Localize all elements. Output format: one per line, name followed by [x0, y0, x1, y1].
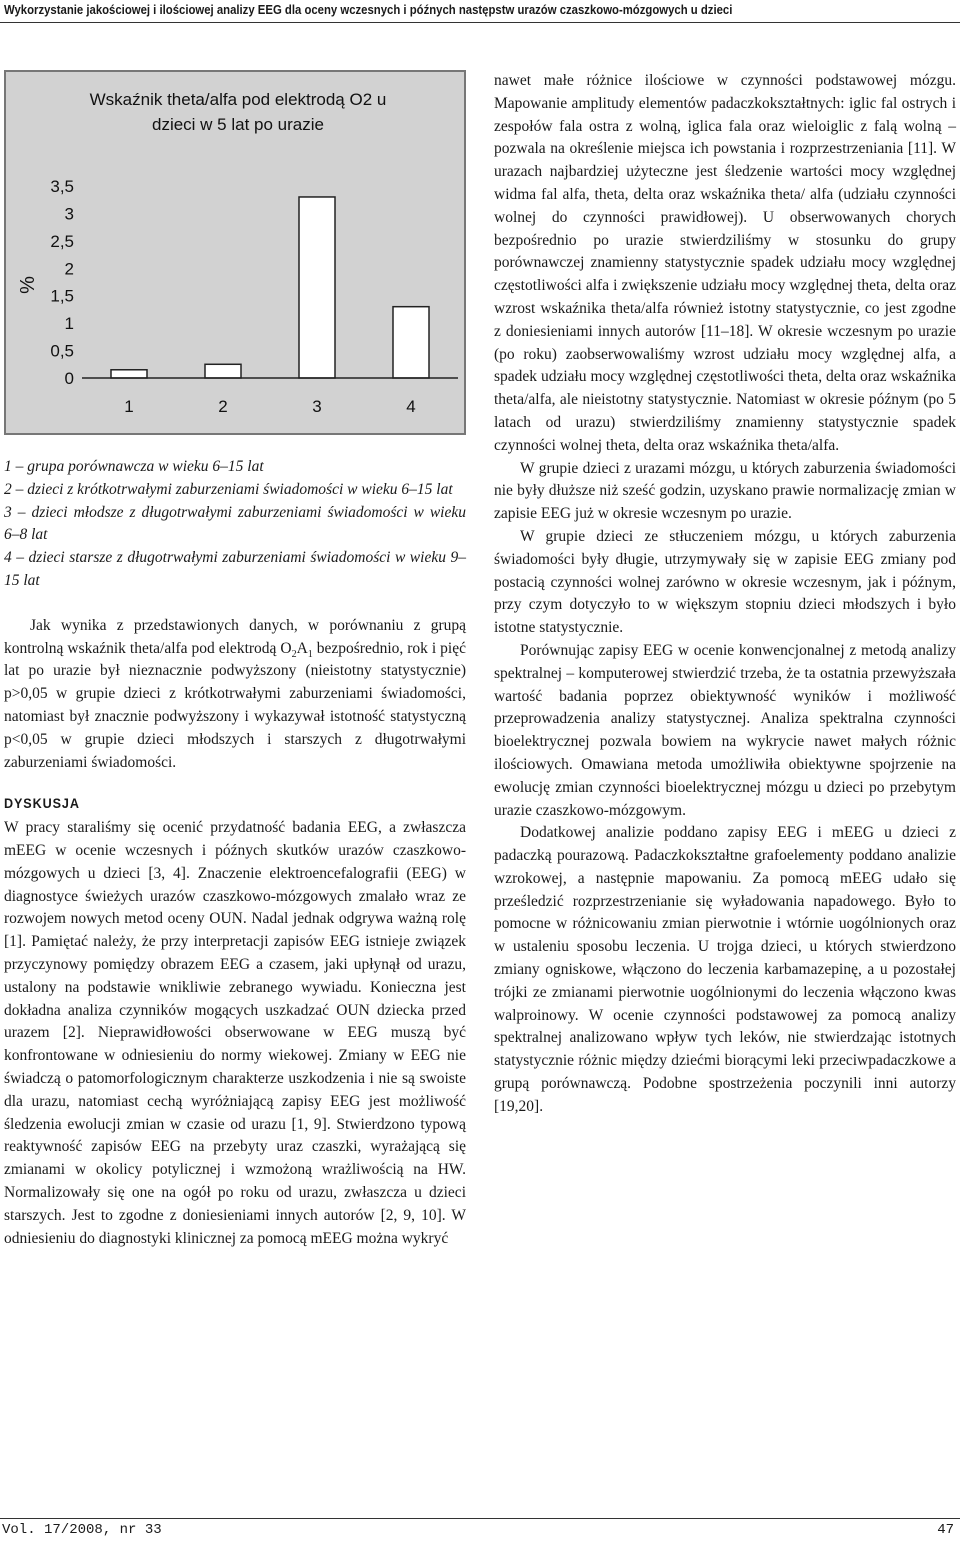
y-tick-label: 2,5: [50, 231, 74, 251]
chart-legend: [4, 456, 466, 593]
legend-item-3: 3 – dzieci młodsze z długotrwałymi zaburzeniami świadomości w wieku 6–8 lat: [4, 503, 466, 544]
y-tick-label: 1: [64, 314, 74, 334]
right-paragraph-1: nawet małe różnice ilościowe w czynności podstawowej mózgu. Mapowanie amplitudy elementów padaczkokształtnych: iglic fal ostrych i zespołów fala ostra z wolną, iglica fala oraz wieloiglic z falą wolną – pozwala na określenie miejsca ich powstania i rozprzestrzeniania [11]. W urazach najbardziej użyteczne jest śledzenie wartości mocy względnej widma fal alfa, theta, delta oraz wskaźnika theta/ alfa (udziału czynności wolnej do czynności prawidłowej). U obserwowanych chorych bezpośrednio po urazie stwierdziliśmy w stosunku do grupy porównawczej znamienny statystycznie spadek udziału mocy względnej częstotliwości alfa i zwiększenie udziału mocy względnej theta, delta oraz wzrost wskaźnika theta/alfa również istotny statystycznie, co jest zgodne z doniesieniami innych autorów [11–18]. W okresie wczesnym po urazie (po roku) zaobserwowaliśmy wzrost udziału mocy względnej alfa, a spadek udziału mocy względnej częstotliwości theta, delta oraz wskaźnika theta/alfa, ale nieistotny statystycznie. Natomiast w okresie późnym (po 5 latach od urazu) stwierdziliśmy znamienny statystycznie spadek czynności wolnej theta, delta oraz wskaźnika theta/alfa.: [494, 72, 956, 454]
bars: [111, 197, 429, 378]
x-tick-label: 1: [124, 397, 134, 416]
y-tick-label: 0,5: [50, 341, 74, 361]
right-paragraph-5: Dodatkowej analizie poddano zapisy EEG i mEEG u dzieci z padaczką pourazową. Padaczkokształtne grafoelementy poddano analizie wzrokowej, a następnie mapowaniu. Za pomocą mEEG udało się prześledzić rozprzestrzenianie się wyładowania napadowego. Było to pomocne w różnicowaniu zmian pierwotnie i wtórnie uogólnionych oraz w ustaleniu sposobu leczenia. U trojga dzieci, u których stwierdzono zmiany ogniskowe, włączono do leczenia karbamazepinę, a u pozostałej trójki ze zmianami pierwotnie uogólnionymi do leczenia włączono kwas walproinowy. W ocenie czynności podstawowej za pomocą analizy spektralnej analizowano wpływ tych leków, nie stwierdzając istotnych statystycznie różnic między dziećmi biorącymi leki przeciwpadaczkowe a grupą porównawczą. Podobne spostrzeżenia poczynili inni autorzy [19,20].: [494, 824, 956, 1115]
right-column: [494, 70, 956, 1119]
footer-page-number: 47: [937, 1522, 954, 1538]
chart-y-axis-label: %: [17, 276, 39, 294]
y-tick-labels: [50, 177, 74, 388]
results-text-end: bezpośrednio, rok i pięć lat po urazie był nieznacznie podwyższony (nieistotny statystycznie) p>0,05 w grupie dzieci z krótkotrwałymi zaburzeniami świadomości, natomiast był znacznie podwyższony i wykazywał istotność statystyczną p<0,05 w grupie dzieci młodszych i starszych z długotrwałymi zaburzeniami świadomości.: [4, 639, 466, 771]
legend-item-4: 4 – dzieci starsze z długotrwałymi zaburzeniami świadomości w wieku 9–15 lat: [4, 549, 466, 589]
y-tick-label: 1,5: [50, 286, 74, 306]
discussion-paragraph: W pracy staraliśmy się ocenić przydatność badania EEG, a zwłaszcza mEEG w ocenie wczesnych i późnych skutków urazów czaszkowo-mózgowych u dzieci [3, 4]. Znaczenie elektroencefalografii (EEG) w diagnostyce świeżych urazów czaszkowo-mózgowych zmalało wraz ze rozwojem nowych metod oceny OUN. Nadal jednak odgrywa ważną rolę [1]. Pamiętać należy, że przy interpretacji zapisów EEG istnieje związek przyczynowy pomiędzy obrazem EEG a czasem, jaki upłynął od urazu, ustalony na podstawie wnikliwie zebranego wywiadu. Konieczna jest dokładna analiza czynników mogących uszkadzać OUN dziecka przed urazem [2]. Nieprawidłowości obserwowane w EEG muszą być konfrontowane w odniesieniu do normy wiekowej. Zmiany w EEG nie świadczą o patomorfologicznym charakterze uszkodzenia i nie są swoiste dla urazu, natomiast cechą wyróżniającą zapisy EEG jest możliwość śledzenia ewolucji zmian w czasie od urazu [1, 9]. Stwierdzono typową reaktywność zapisów EEG na przebyty uraz czaszki, wyrażającą się zmianami w okolicy potylicznej i wzmożoną wrażliwością na HW. Normalizowały się one na ogół po roku od urazu, zwłaszcza u dzieci starszych. Jest to zgodne z doniesieniami innych autorów [2, 9, 10]. W odniesieniu do diagnostyki klinicznej za pomocą mEEG można wykryć: [4, 819, 466, 1247]
chart-title-line2: dzieci w 5 lat po urazie: [152, 115, 324, 134]
x-tick-label: 3: [312, 397, 322, 416]
right-paragraph-4: Porównując zapisy EEG w ocenie konwencjonalnej z metodą analizy spektralnej – komputerowej stwierdzić trzeba, że ta ostatnia przewyższała wartość badania poprzez obiektywność wyników i możliwość przeprowadzenia analizy statystycznej. Analiza spektralna czynności bioelektrycznej pozwala bowiem na wykrycie nawet małych różnic ilościowych. Omawiana metoda umożliwiła obiektywne spojrzenie na ewolucję zmian czynności bioelektrycznej mózgu u dzieci po przebytym urazie czaszkowo-mózgowym.: [494, 641, 956, 819]
legend-item-1: 1 – grupa porównawcza w wieku 6–15 lat: [4, 458, 264, 475]
header-rule: [0, 22, 960, 23]
section-heading-discussion: DYSKUSJA: [4, 795, 80, 812]
results-paragraph: [4, 615, 466, 775]
x-tick-labels: [124, 397, 415, 416]
results-text-start: Jak wynika z przedstawionych danych, w porównaniu z grupą kontrolną wskaźnik theta/alfa pod elektrodą O: [4, 616, 466, 657]
footer-rule: [0, 1518, 960, 1519]
bar-1: [111, 370, 147, 378]
right-paragraph-3: W grupie dzieci ze stłuczeniem mózgu, u których zaburzenia świadomości były długie, utrzymywały się w zapisie EEG zmiany pod postacią czynności wolnej zarówno w okresie wczesnym, jak i późnym, przy czym dotyczyło to w większym stopniu dzieci młodszych i było istotne statystycznie.: [494, 527, 956, 637]
y-tick-label: 0: [64, 369, 74, 388]
chart-figure: [4, 70, 466, 435]
left-column: [4, 456, 466, 1250]
footer-volume: Vol. 17/2008, nr 33: [2, 1522, 162, 1538]
bar-3: [299, 197, 335, 378]
chart-title-line1: Wskaźnik theta/alfa pod elektrodą O2 u: [89, 90, 387, 109]
bar-chart: [6, 72, 464, 433]
subscript-1: 1: [307, 648, 313, 660]
bar-2: [205, 364, 241, 378]
x-tick-label: 4: [406, 397, 416, 416]
y-tick-label: 3: [64, 204, 74, 224]
right-paragraph-2: W grupie dzieci z urazami mózgu, u których zaburzenia świadomości nie były dłuższe niż sześć godzin, uzyskano prawie normalizację zmian w zapisie EEG już w okresie wczesnym po urazie.: [494, 459, 956, 523]
y-tick-label: 3,5: [50, 177, 74, 196]
bar-4: [393, 307, 429, 378]
electrode-letter: A: [296, 639, 308, 657]
legend-item-2: 2 – dzieci z krótkotrwałymi zaburzeniami świadomości w wieku 6–15 lat: [4, 480, 453, 498]
y-tick-label: 2: [64, 259, 74, 279]
subscript-2: 2: [291, 648, 297, 660]
running-title: Wykorzystanie jakościowej i ilościowej analizy EEG dla oceny wczesnych i późnych następstw urazów czaszkowo-mózgowych u dzieci: [4, 2, 733, 17]
x-tick-label: 2: [218, 397, 228, 416]
